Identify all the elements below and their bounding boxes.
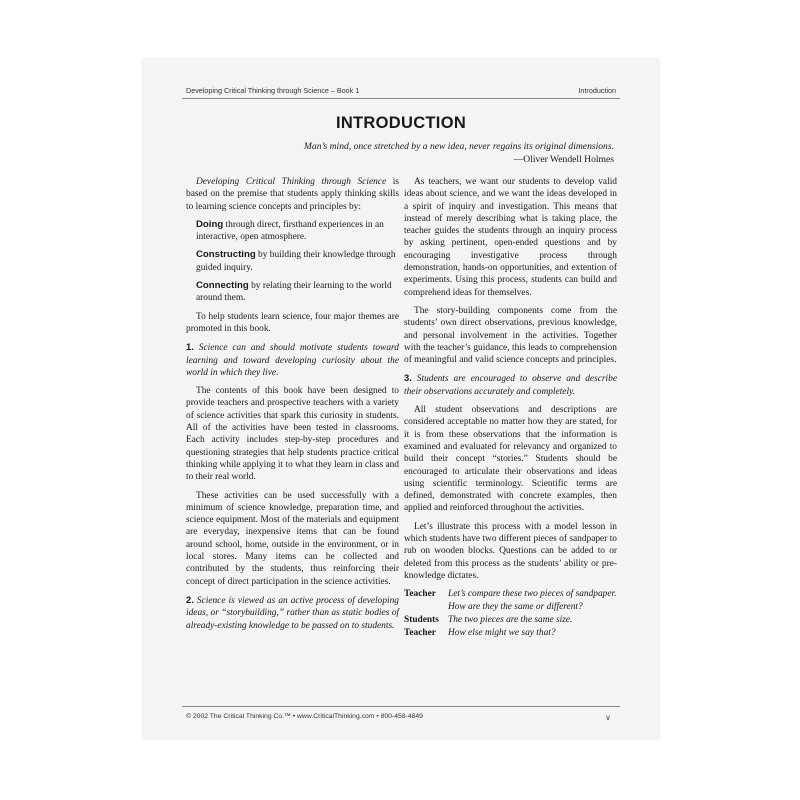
dialogue-text: Let’s compare these two pieces of sandpaper. How are they the same or different? [448, 589, 617, 612]
book-page [142, 58, 660, 740]
theme-2: 2. Science is viewed as an active process of developing ideas, or “storybuilding,” rather than as static bodies of already-existing knowledge to be passed on to students. [186, 593, 399, 631]
dialogue-line [404, 614, 617, 626]
point-connecting: Connecting by relating their learning to the world around them. [196, 280, 392, 304]
theme-3: 3. Students are encouraged to observe and describe their observations accurately and completely. [404, 372, 617, 397]
running-header-section: Introduction [578, 86, 616, 95]
point-constructing: Constructing by building their knowledge through guided inquiry. [196, 249, 396, 273]
point-doing: Doing through direct, firsthand experiences in an interactive, open atmosphere. [196, 218, 384, 243]
book-title-italic: Developing Critical Thinking through Science [196, 177, 387, 187]
point-term: Connecting [196, 280, 249, 292]
body-paragraph: The story-building components come from the students’ own direct observations, previous knowledge, and personal involvement in the activities. Together with the teacher’s guidance, this leads to comprehension of meaningful and valid science concepts and principles. [404, 305, 617, 366]
epigraph-quote: Man’s mind, once stretched by a new idea, never regains its original dimensions. [303, 141, 614, 152]
dialogue-speaker: Teacher [404, 628, 436, 639]
right-column [404, 176, 617, 640]
point-term: Doing [196, 218, 224, 230]
dialogue-line [404, 588, 617, 613]
body-paragraph: Let’s illustrate this process with a model lesson in which students have two different pieces of sandpaper to rub on wooden blocks. Questions can be added to or deleted from this process as the students’ ability or pre-knowledge dictates. [404, 521, 617, 581]
dialogue-text: The two pieces are the same size. [448, 614, 573, 625]
themes-intro: To help students learn science, four major themes are promoted in this book. [186, 311, 399, 334]
theme-1: 1. Science can and should motivate students toward learning and toward developing curiosity about the world in which they live. [186, 341, 399, 378]
body-paragraph: The contents of this book have been designed to provide teachers and prospective teachers with a variety of science activities that spark this curiosity in students. All of the activities have been tested in classrooms. Each activity includes step-by-step procedures and questioning strategies that help students practice critical thinking while applying it to what they learn in class and to their real world. [186, 386, 399, 483]
running-header-title: Developing Critical Thinking through Science – Book 1 [186, 86, 360, 95]
dialogue-speaker: Students [404, 614, 439, 625]
dialogue-text: How else might we say that? [448, 628, 556, 639]
footer-copyright: © 2002 The Critical Thinking Co.™ • www.CriticalThinking.com • 800-458-4849 [186, 713, 423, 720]
footer-divider [182, 706, 620, 707]
epigraph [304, 140, 614, 166]
body-paragraph: These activities can be used successfully with a minimum of science knowledge, preparation time, and science equipment. Most of the materials and equipment are everyday, inexpensive items that can be found around school, home, outside in the environment, or in local stores. Many items can be collected and contributed by the students, thus reinforcing their concept of direct participation in the science activities. [186, 490, 399, 587]
page-number: v [606, 713, 610, 722]
intro-paragraph: Developing Critical Thinking through Science is based on the premise that students apply thinking skills to learning science concepts and principles by: [186, 177, 399, 212]
page-title: INTRODUCTION [335, 114, 467, 132]
body-paragraph: All student observations and descriptions are considered acceptable no matter how they are stated, for it is from these observations that the information is examined and evaluated for relevancy and organized to build their concept “stories.” Students should be encouraged to articulate their observations and ideas using scientific terminology. Scientific terms are defined, demonstrated with concrete examples, then applied and reinforced throughout the activities. [404, 405, 617, 514]
point-term: Constructing [196, 249, 256, 261]
body-paragraph: As teachers, we want our students to develop valid ideas about science, and we want the ideas developed in a spirit of inquiry and investigation. This means that instead of merely describing what is taking place, the teacher guides the students through an inquiry process by asking pertinent, open-ended questions and by encouraging investigative process through demonstration, hands-on opportunities, and extention of experiments. Using this process, students can build and comprehend ideas for themselves. [404, 177, 617, 298]
left-column [186, 176, 399, 638]
dialogue-speaker: Teacher [404, 589, 436, 600]
epigraph-author: —Oliver Wendell Holmes [513, 154, 614, 165]
dialogue-line [404, 627, 617, 639]
model-lesson-dialogue [404, 588, 617, 639]
header-divider [182, 98, 620, 99]
